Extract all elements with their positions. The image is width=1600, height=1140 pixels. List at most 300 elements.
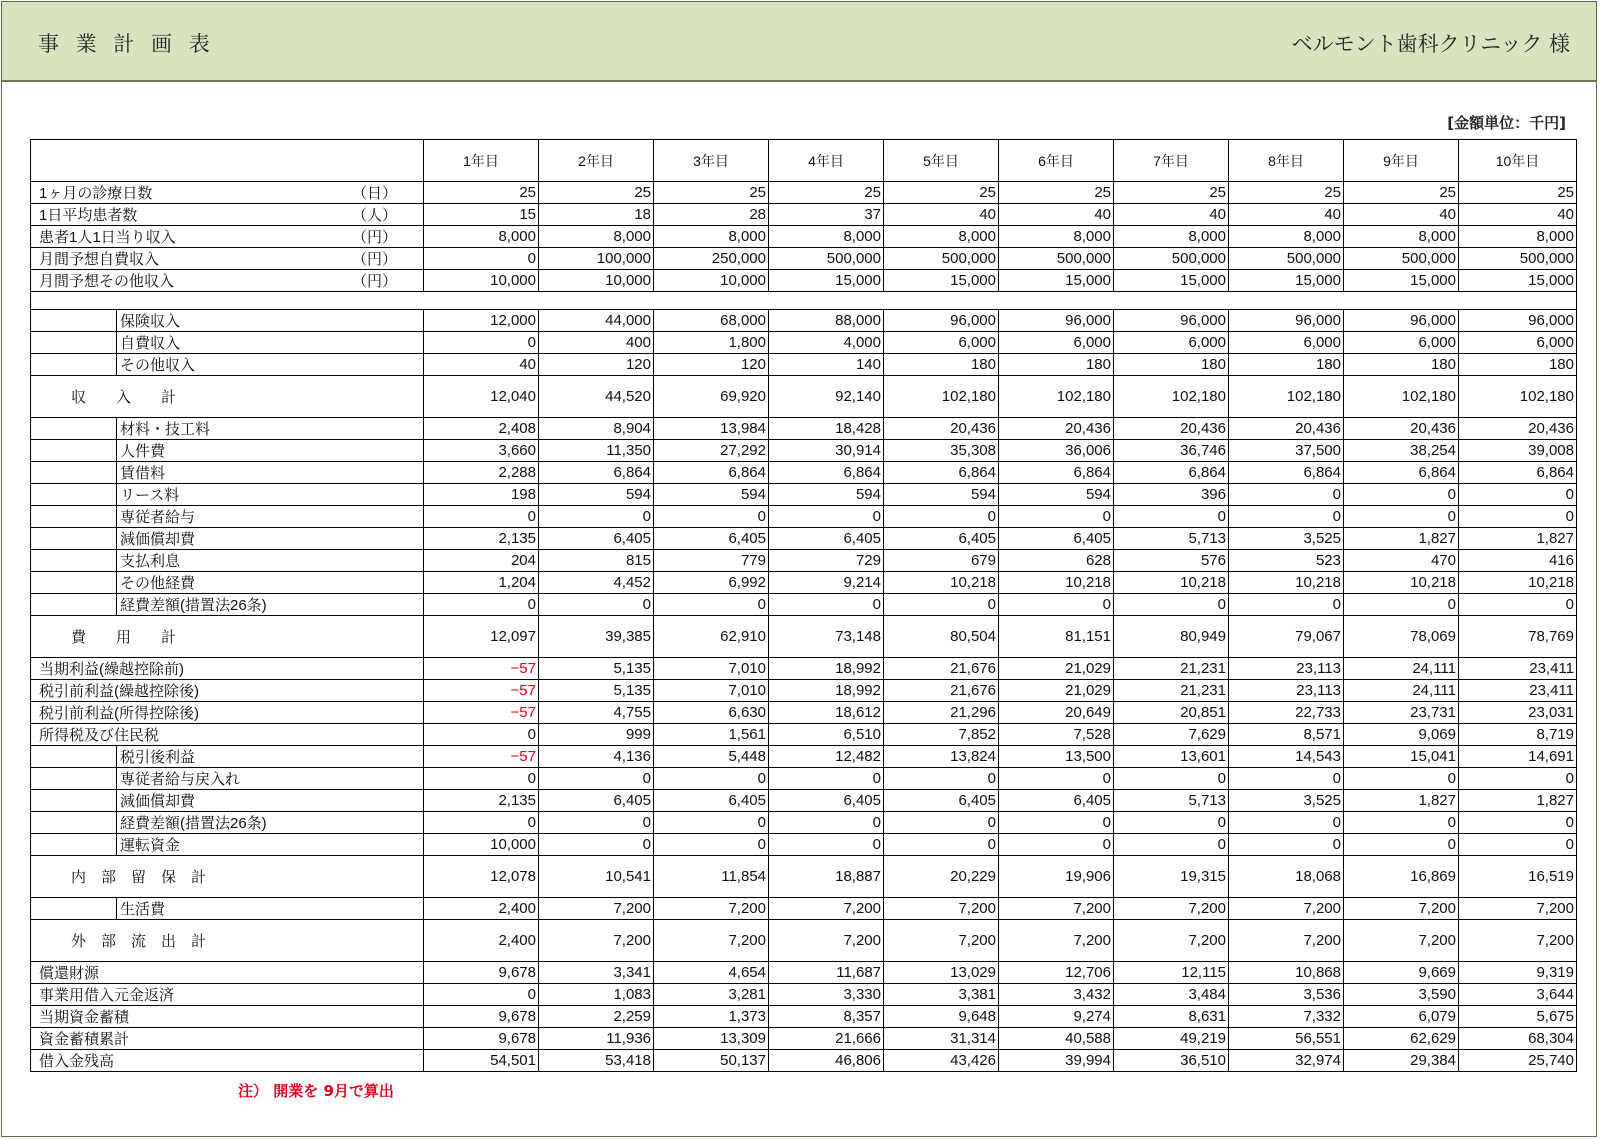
value-cell: 12,000 <box>424 310 539 332</box>
value-cell: 1,827 <box>1459 528 1577 550</box>
value-cell: 16,519 <box>1459 856 1577 898</box>
total-label: 費 用 計 <box>31 616 424 658</box>
value-cell: 40 <box>1229 204 1344 226</box>
value-cell: 1,561 <box>654 724 769 746</box>
value-cell: 0 <box>1229 484 1344 506</box>
value-cell: 6,864 <box>769 462 884 484</box>
value-cell: 7,200 <box>1344 920 1459 962</box>
value-cell: 0 <box>1459 506 1577 528</box>
indent-cell <box>31 834 117 856</box>
value-cell: 40 <box>1344 204 1459 226</box>
header-bar <box>2 2 1596 82</box>
spacer-cell <box>31 292 1577 310</box>
value-cell: 7,200 <box>539 920 654 962</box>
value-cell: 6,405 <box>999 790 1114 812</box>
value-cell: 62,910 <box>654 616 769 658</box>
value-cell: 396 <box>1114 484 1229 506</box>
value-cell: 400 <box>539 332 654 354</box>
value-cell: 20,436 <box>884 418 999 440</box>
value-cell: 0 <box>1229 812 1344 834</box>
value-cell: 10,218 <box>1114 572 1229 594</box>
value-cell: 6,630 <box>654 702 769 724</box>
value-cell: 31,314 <box>884 1028 999 1050</box>
table-row <box>31 572 1577 594</box>
value-cell: 0 <box>884 812 999 834</box>
value-cell: 3,341 <box>539 962 654 984</box>
value-cell: 81,151 <box>999 616 1114 658</box>
value-cell: 43,426 <box>884 1050 999 1072</box>
business-plan-table <box>30 139 1577 1072</box>
value-cell: 198 <box>424 484 539 506</box>
table-row <box>31 292 1577 310</box>
table-row <box>31 270 1577 292</box>
value-cell: 7,200 <box>654 920 769 962</box>
value-cell: 0 <box>1229 506 1344 528</box>
value-cell: 0 <box>884 768 999 790</box>
value-cell: 0 <box>424 332 539 354</box>
value-cell: 9,214 <box>769 572 884 594</box>
value-cell: 0 <box>424 724 539 746</box>
value-cell: 10,000 <box>539 270 654 292</box>
value-cell: 9,319 <box>1459 962 1577 984</box>
header-corner-cell <box>31 140 424 182</box>
value-cell: 3,660 <box>424 440 539 462</box>
value-cell: 180 <box>1344 354 1459 376</box>
value-cell: 10,218 <box>884 572 999 594</box>
row-label: 減価償却費 <box>117 528 424 550</box>
value-cell: 6,864 <box>1229 462 1344 484</box>
row-unit: （円） <box>351 229 397 246</box>
value-cell: 180 <box>1229 354 1344 376</box>
value-cell: 8,000 <box>1114 226 1229 248</box>
value-cell: 37 <box>769 204 884 226</box>
value-cell: 594 <box>884 484 999 506</box>
value-cell: 140 <box>769 354 884 376</box>
value-cell: 7,200 <box>999 898 1114 920</box>
table-row <box>31 834 1577 856</box>
value-cell: 6,000 <box>1114 332 1229 354</box>
value-cell: 102,180 <box>1229 376 1344 418</box>
value-cell: 78,069 <box>1344 616 1459 658</box>
value-cell: 6,864 <box>1344 462 1459 484</box>
value-cell: 0 <box>539 834 654 856</box>
indent-cell <box>31 484 117 506</box>
row-label: 経費差額(措置法26条) <box>117 812 424 834</box>
value-cell: 4,755 <box>539 702 654 724</box>
value-cell: 18,992 <box>769 658 884 680</box>
value-cell: 10,868 <box>1229 962 1344 984</box>
table-row <box>31 332 1577 354</box>
value-cell: 73,148 <box>769 616 884 658</box>
value-cell: 6,000 <box>1459 332 1577 354</box>
row-label <box>31 984 424 1006</box>
value-cell: 20,436 <box>1459 418 1577 440</box>
value-cell: 6,864 <box>539 462 654 484</box>
row-label-text: 当期利益(繰越控除前) <box>39 661 184 678</box>
row-label-text: 患者1人1日当り収入 <box>39 229 176 246</box>
value-cell: 38,254 <box>1344 440 1459 462</box>
value-cell: 0 <box>539 812 654 834</box>
row-label: 専従者給与戻入れ <box>117 768 424 790</box>
value-cell: 10,218 <box>1459 572 1577 594</box>
value-cell: 9,274 <box>999 1006 1114 1028</box>
value-cell: 25 <box>654 182 769 204</box>
value-cell: 6,864 <box>884 462 999 484</box>
value-cell: −57 <box>424 746 539 768</box>
value-cell: 96,000 <box>1344 310 1459 332</box>
value-cell: 21,676 <box>884 658 999 680</box>
value-cell: 0 <box>769 594 884 616</box>
value-cell: 15,000 <box>884 270 999 292</box>
value-cell: 3,525 <box>1229 528 1344 550</box>
table-row <box>31 550 1577 572</box>
row-label <box>31 1028 424 1050</box>
value-cell: 44,520 <box>539 376 654 418</box>
value-cell: 180 <box>1114 354 1229 376</box>
value-cell: 594 <box>769 484 884 506</box>
value-cell: 0 <box>999 768 1114 790</box>
value-cell: 7,200 <box>1229 898 1344 920</box>
table-row <box>31 962 1577 984</box>
row-label: 保険収入 <box>117 310 424 332</box>
value-cell: 0 <box>884 506 999 528</box>
value-cell: 6,510 <box>769 724 884 746</box>
row-label <box>31 1050 424 1072</box>
value-cell: 13,500 <box>999 746 1114 768</box>
row-label-text: 1ヶ月の診療日数 <box>39 185 153 202</box>
client-name: ベルモント歯科クリニック 様 <box>1291 32 1570 56</box>
value-cell: 13,601 <box>1114 746 1229 768</box>
value-cell: 1,800 <box>654 332 769 354</box>
value-cell: 102,180 <box>1459 376 1577 418</box>
value-cell: 35,308 <box>884 440 999 462</box>
value-cell: 53,418 <box>539 1050 654 1072</box>
indent-cell <box>31 354 117 376</box>
value-cell: 7,200 <box>539 898 654 920</box>
value-cell: 500,000 <box>1459 248 1577 270</box>
value-cell: 96,000 <box>1459 310 1577 332</box>
row-label <box>31 182 424 204</box>
value-cell: 102,180 <box>884 376 999 418</box>
value-cell: 40 <box>999 204 1114 226</box>
indent-cell <box>31 594 117 616</box>
value-cell: 204 <box>424 550 539 572</box>
value-cell: 6,079 <box>1344 1006 1459 1028</box>
value-cell: 14,543 <box>1229 746 1344 768</box>
value-cell: 594 <box>999 484 1114 506</box>
value-cell: 0 <box>884 834 999 856</box>
row-unit: （円） <box>351 251 397 268</box>
row-label-text: 資金蓄積累計 <box>39 1031 130 1048</box>
value-cell: 7,200 <box>999 920 1114 962</box>
value-cell: 8,904 <box>539 418 654 440</box>
value-cell: 0 <box>1114 768 1229 790</box>
value-cell: 12,078 <box>424 856 539 898</box>
value-cell: 180 <box>1459 354 1577 376</box>
value-cell: 10,000 <box>654 270 769 292</box>
value-cell: 21,231 <box>1114 680 1229 702</box>
value-cell: 250,000 <box>654 248 769 270</box>
value-cell: 18,068 <box>1229 856 1344 898</box>
table-row <box>31 594 1577 616</box>
value-cell: 24,111 <box>1344 658 1459 680</box>
row-label-text: 当期資金蓄積 <box>39 1009 130 1026</box>
indent-cell <box>31 768 117 790</box>
value-cell: 20,436 <box>999 418 1114 440</box>
value-cell: 0 <box>1229 594 1344 616</box>
value-cell: 36,006 <box>999 440 1114 462</box>
value-cell: 25 <box>769 182 884 204</box>
table-row <box>31 724 1577 746</box>
indent-cell <box>31 462 117 484</box>
value-cell: 6,000 <box>1229 332 1344 354</box>
value-cell: 18,887 <box>769 856 884 898</box>
value-cell: 25 <box>1114 182 1229 204</box>
indent-cell <box>31 550 117 572</box>
value-cell: 7,332 <box>1229 1006 1344 1028</box>
value-cell: 21,666 <box>769 1028 884 1050</box>
value-cell: 6,405 <box>999 528 1114 550</box>
value-cell: 25 <box>539 182 654 204</box>
table-row <box>31 1028 1577 1050</box>
value-cell: −57 <box>424 658 539 680</box>
row-label <box>31 248 424 270</box>
value-cell: 9,669 <box>1344 962 1459 984</box>
value-cell: 4,654 <box>654 962 769 984</box>
value-cell: 5,713 <box>1114 528 1229 550</box>
value-cell: 6,864 <box>1459 462 1577 484</box>
value-cell: 0 <box>999 506 1114 528</box>
value-cell: 0 <box>424 768 539 790</box>
value-cell: 22,733 <box>1229 702 1344 724</box>
value-cell: 8,631 <box>1114 1006 1229 1028</box>
value-cell: 628 <box>999 550 1114 572</box>
value-cell: 20,436 <box>1114 418 1229 440</box>
value-cell: 40,588 <box>999 1028 1114 1050</box>
value-cell: 0 <box>1114 506 1229 528</box>
table-row <box>31 484 1577 506</box>
value-cell: 2,400 <box>424 898 539 920</box>
value-cell: 8,000 <box>1459 226 1577 248</box>
value-cell: 7,200 <box>884 898 999 920</box>
value-cell: 10,000 <box>424 270 539 292</box>
total-row <box>31 920 1577 962</box>
value-cell: 8,357 <box>769 1006 884 1028</box>
year-header: 1年目 <box>424 140 539 182</box>
value-cell: 779 <box>654 550 769 572</box>
value-cell: 0 <box>769 768 884 790</box>
value-cell: 500,000 <box>769 248 884 270</box>
value-cell: 729 <box>769 550 884 572</box>
value-cell: 13,984 <box>654 418 769 440</box>
row-label: その他経費 <box>117 572 424 594</box>
value-cell: 999 <box>539 724 654 746</box>
value-cell: 6,992 <box>654 572 769 594</box>
value-cell: 40 <box>884 204 999 226</box>
table-row <box>31 680 1577 702</box>
value-cell: 3,381 <box>884 984 999 1006</box>
row-label <box>31 204 424 226</box>
value-cell: 25 <box>1459 182 1577 204</box>
table-row <box>31 182 1577 204</box>
value-cell: 18 <box>539 204 654 226</box>
value-cell: 21,296 <box>884 702 999 724</box>
value-cell: 8,000 <box>539 226 654 248</box>
value-cell: 6,405 <box>884 528 999 550</box>
value-cell: −57 <box>424 680 539 702</box>
value-cell: 120 <box>654 354 769 376</box>
value-cell: 54,501 <box>424 1050 539 1072</box>
value-cell: 594 <box>539 484 654 506</box>
value-cell: 6,864 <box>1114 462 1229 484</box>
value-cell: 6,000 <box>1344 332 1459 354</box>
value-cell: 0 <box>654 768 769 790</box>
row-label <box>31 1006 424 1028</box>
value-cell: 6,000 <box>884 332 999 354</box>
value-cell: 523 <box>1229 550 1344 572</box>
row-label: 人件費 <box>117 440 424 462</box>
value-cell: 0 <box>654 812 769 834</box>
value-cell: 8,000 <box>999 226 1114 248</box>
indent-cell <box>31 746 117 768</box>
value-cell: 68,000 <box>654 310 769 332</box>
value-cell: 10,000 <box>424 834 539 856</box>
value-cell: 18,612 <box>769 702 884 724</box>
row-label-text: 償還財源 <box>39 965 100 982</box>
total-row <box>31 376 1577 418</box>
value-cell: 0 <box>1114 812 1229 834</box>
value-cell: 1,204 <box>424 572 539 594</box>
value-cell: 11,854 <box>654 856 769 898</box>
value-cell: 416 <box>1459 550 1577 572</box>
value-cell: 23,031 <box>1459 702 1577 724</box>
value-cell: 1,827 <box>1459 790 1577 812</box>
table-row <box>31 310 1577 332</box>
row-label-text: 1日平均患者数 <box>39 207 138 224</box>
row-label: 減価償却費 <box>117 790 424 812</box>
value-cell: 8,000 <box>654 226 769 248</box>
value-cell: 49,219 <box>1114 1028 1229 1050</box>
row-unit: （人） <box>351 207 397 224</box>
table-row <box>31 812 1577 834</box>
value-cell: 0 <box>1459 594 1577 616</box>
row-label: その他収入 <box>117 354 424 376</box>
indent-cell <box>31 790 117 812</box>
value-cell: 21,231 <box>1114 658 1229 680</box>
value-cell: 5,448 <box>654 746 769 768</box>
value-cell: 8,000 <box>1344 226 1459 248</box>
value-cell: 4,000 <box>769 332 884 354</box>
value-cell: 39,994 <box>999 1050 1114 1072</box>
table-row <box>31 528 1577 550</box>
indent-cell <box>31 812 117 834</box>
value-cell: 2,400 <box>424 920 539 962</box>
value-cell: 9,678 <box>424 1006 539 1028</box>
value-cell: 10,218 <box>1229 572 1344 594</box>
total-row <box>31 856 1577 898</box>
value-cell: 500,000 <box>999 248 1114 270</box>
table-row <box>31 746 1577 768</box>
value-cell: 11,687 <box>769 962 884 984</box>
value-cell: 6,405 <box>654 528 769 550</box>
row-label-text: 借入金残高 <box>39 1053 115 1070</box>
value-cell: 6,000 <box>999 332 1114 354</box>
indent-cell <box>31 506 117 528</box>
row-label-text: 月間予想その他収入 <box>39 273 175 290</box>
value-cell: 20,436 <box>1229 418 1344 440</box>
value-cell: 6,405 <box>769 790 884 812</box>
value-cell: 46,806 <box>769 1050 884 1072</box>
value-cell: 11,936 <box>539 1028 654 1050</box>
year-header-row <box>31 140 1577 182</box>
value-cell: 8,000 <box>424 226 539 248</box>
row-label: 税引後利益 <box>117 746 424 768</box>
value-cell: 0 <box>1459 812 1577 834</box>
value-cell: 500,000 <box>1344 248 1459 270</box>
unit-note: [金額単位：千円] <box>1447 114 1566 132</box>
year-header: 5年目 <box>884 140 999 182</box>
table-row <box>31 506 1577 528</box>
value-cell: 6,405 <box>884 790 999 812</box>
value-cell: 25 <box>884 182 999 204</box>
row-label-text: 税引前利益(所得控除後) <box>39 705 199 722</box>
value-cell: 23,113 <box>1229 658 1344 680</box>
value-cell: 0 <box>1344 812 1459 834</box>
row-label: 専従者給与 <box>117 506 424 528</box>
value-cell: 2,135 <box>424 790 539 812</box>
value-cell: 10,218 <box>1344 572 1459 594</box>
row-label-text: 事業用借入元金返済 <box>39 987 175 1004</box>
value-cell: 6,405 <box>539 528 654 550</box>
value-cell: 12,482 <box>769 746 884 768</box>
value-cell: 594 <box>654 484 769 506</box>
row-label: 賃借料 <box>117 462 424 484</box>
value-cell: 25 <box>1229 182 1344 204</box>
table-row <box>31 204 1577 226</box>
value-cell: 0 <box>1459 768 1577 790</box>
value-cell: 0 <box>424 984 539 1006</box>
value-cell: 1,827 <box>1344 790 1459 812</box>
value-cell: 6,405 <box>539 790 654 812</box>
value-cell: 0 <box>424 594 539 616</box>
table-row <box>31 1050 1577 1072</box>
value-cell: 0 <box>1344 506 1459 528</box>
value-cell: 15,000 <box>1459 270 1577 292</box>
value-cell: 0 <box>654 594 769 616</box>
indent-cell <box>31 418 117 440</box>
value-cell: 500,000 <box>884 248 999 270</box>
value-cell: 0 <box>999 834 1114 856</box>
value-cell: 2,288 <box>424 462 539 484</box>
value-cell: 7,852 <box>884 724 999 746</box>
value-cell: 96,000 <box>1229 310 1344 332</box>
value-cell: 96,000 <box>999 310 1114 332</box>
value-cell: 19,315 <box>1114 856 1229 898</box>
value-cell: 9,678 <box>424 1028 539 1050</box>
value-cell: 5,713 <box>1114 790 1229 812</box>
indent-cell <box>31 528 117 550</box>
value-cell: 815 <box>539 550 654 572</box>
value-cell: 96,000 <box>1114 310 1229 332</box>
value-cell: 18,428 <box>769 418 884 440</box>
value-cell: 7,200 <box>769 898 884 920</box>
value-cell: 0 <box>424 506 539 528</box>
value-cell: 0 <box>539 506 654 528</box>
footnote: 注） 開業を 9月で算出 <box>238 1082 394 1100</box>
value-cell: 7,200 <box>1114 920 1229 962</box>
value-cell: 0 <box>1459 484 1577 506</box>
value-cell: 7,200 <box>769 920 884 962</box>
